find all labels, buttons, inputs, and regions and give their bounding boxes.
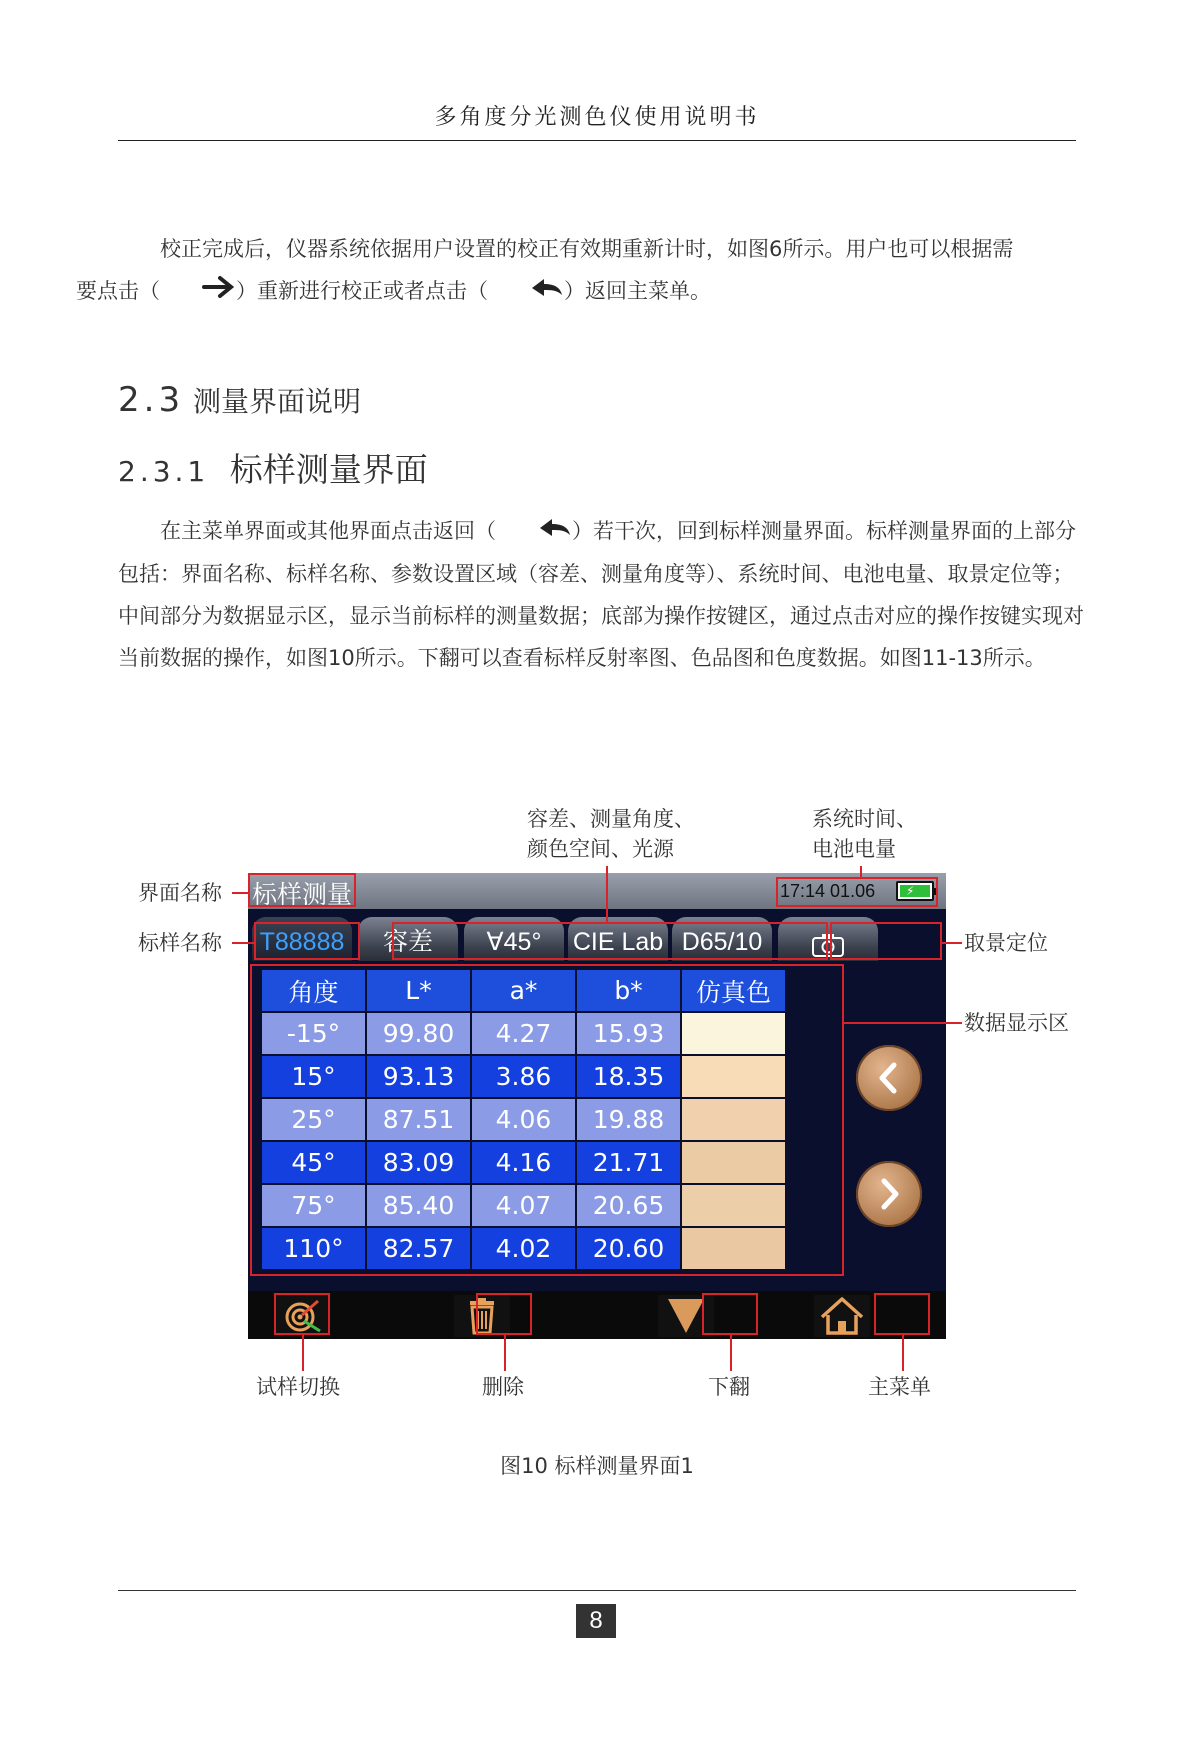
screen-title: 标样测量 xyxy=(252,880,353,909)
tab-angle[interactable]: ∀45° xyxy=(464,917,564,961)
leader-sample-name xyxy=(232,942,254,944)
cell-b: 20.65 xyxy=(576,1184,681,1227)
cell-l: 93.13 xyxy=(366,1055,471,1098)
highlight-data-area xyxy=(250,964,844,1276)
para2-part1: 在主菜单界面或其他界面点击返回（ xyxy=(160,519,496,543)
leader-page-down xyxy=(730,1335,732,1371)
main-menu-button[interactable] xyxy=(814,1295,870,1337)
highlight-viewfinder xyxy=(830,922,942,960)
highlight-systime xyxy=(776,877,938,907)
cell-l: 99.80 xyxy=(366,1012,471,1055)
cell-l: 85.40 xyxy=(366,1184,471,1227)
paragraph-calibration xyxy=(76,228,1088,313)
cell-angle: 45° xyxy=(261,1141,366,1184)
section-number: 2.3 xyxy=(118,380,185,420)
leader-viewfinder xyxy=(942,942,962,944)
leader-data-area xyxy=(844,1022,962,1024)
header-a: a* xyxy=(471,969,576,1012)
bottom-toolbar xyxy=(248,1291,946,1339)
header-angle: 角度 xyxy=(261,969,366,1012)
para1-line2-c: ）返回主菜单。 xyxy=(564,279,711,303)
leader-screen-name xyxy=(232,892,248,894)
leader-switch-sample xyxy=(302,1335,304,1371)
chevron-left-icon xyxy=(856,1045,922,1111)
battery-icon: ⚡ xyxy=(896,881,934,901)
cell-l: 82.57 xyxy=(366,1227,471,1270)
cell-b: 19.88 xyxy=(576,1098,681,1141)
leader-delete xyxy=(504,1335,506,1371)
tab-sample-name[interactable]: T88888 xyxy=(252,917,352,961)
cell-a: 3.86 xyxy=(471,1055,576,1098)
home-icon xyxy=(814,1295,870,1337)
header-b: b* xyxy=(576,969,681,1012)
back-arrow-icon xyxy=(496,511,572,553)
annotation-main-menu: 主菜单 xyxy=(868,1375,931,1399)
subsection-title: 标样测量界面 xyxy=(229,450,428,489)
tab-color-space[interactable]: CIE Lab xyxy=(568,917,668,961)
highlight-main-menu xyxy=(874,1293,930,1335)
header-rule xyxy=(118,140,1076,141)
cell-angle: 15° xyxy=(261,1055,366,1098)
para1-line1: 校正完成后，仪器系统依据用户设置的校正有效期重新计时，如图6所示。用户也可以根据需 xyxy=(160,237,1014,261)
annotation-delete: 删除 xyxy=(482,1375,524,1399)
leader-main-menu xyxy=(902,1335,904,1371)
cell-a: 4.27 xyxy=(471,1012,576,1055)
annotation-systime-line1: 系统时间、 xyxy=(812,807,917,831)
annotation-params-line1: 容差、测量角度、 xyxy=(527,807,695,831)
cell-b: 18.35 xyxy=(576,1055,681,1098)
highlight-page-down xyxy=(702,1293,758,1335)
header-simulated-color: 仿真色 xyxy=(681,969,786,1012)
highlight-params xyxy=(392,922,828,960)
highlight-sample-name xyxy=(254,922,360,960)
subsection-heading xyxy=(118,444,428,491)
cell-a: 4.07 xyxy=(471,1184,576,1227)
annotation-systime xyxy=(812,804,917,864)
leader-params xyxy=(606,866,608,922)
cell-angle: 110° xyxy=(261,1227,366,1270)
annotation-sample-name: 标样名称 xyxy=(138,931,222,955)
highlight-screen-name xyxy=(248,873,356,907)
annotation-screen-name: 界面名称 xyxy=(138,881,222,905)
annotation-systime-line2: 电池电量 xyxy=(812,837,896,861)
leader-systime xyxy=(860,866,862,877)
tab-illuminant[interactable]: D65/10 xyxy=(672,917,772,961)
header-l: L* xyxy=(366,969,471,1012)
cell-a: 4.16 xyxy=(471,1141,576,1184)
annotation-params-line2: 颜色空间、光源 xyxy=(527,837,674,861)
subsection-number: 2.3.1 xyxy=(118,455,210,488)
tab-tolerance[interactable]: 容差 xyxy=(358,917,458,961)
annotation-params xyxy=(527,804,695,864)
cell-l: 87.51 xyxy=(366,1098,471,1141)
cell-b: 15.93 xyxy=(576,1012,681,1055)
annotation-data-area: 数据显示区 xyxy=(964,1011,1069,1035)
back-arrow-icon xyxy=(488,271,564,313)
page-header: 多角度分光测色仪使用说明书 xyxy=(434,105,760,130)
para2-part2: ）若干次，回到标样测量界面。标样测量界面的上部分包括：界面名称、标样名称、参数设置区域（容差、测量角度等）、系统时间、电池电量、取景定位等；中间部分为数据显示区，显示当前标样的测量数据；底部为操作按键区，通过点击对应的操作按键实现对当前数据的操作，如图10所示。下翻可以查看标样反射率图、色品图和色度数据。如图11-13所示。 xyxy=(118,519,1084,670)
section-title: 测量界面说明 xyxy=(192,385,361,418)
cell-angle: -15° xyxy=(261,1012,366,1055)
cell-a: 4.06 xyxy=(471,1098,576,1141)
cell-l: 83.09 xyxy=(366,1141,471,1184)
footer-rule xyxy=(118,1590,1076,1591)
cell-b: 20.60 xyxy=(576,1227,681,1270)
page-number: 8 xyxy=(576,1604,616,1638)
para1-line2-b: ）重新进行校正或者点击（ xyxy=(236,279,488,303)
arrow-right-icon xyxy=(160,271,236,313)
cell-angle: 75° xyxy=(261,1184,366,1227)
highlight-switch-sample xyxy=(274,1293,330,1335)
chevron-right-icon xyxy=(856,1161,922,1227)
cell-a: 4.02 xyxy=(471,1227,576,1270)
annotation-page-down: 下翻 xyxy=(708,1375,750,1399)
figure-caption: 图10 标样测量界面1 xyxy=(500,1454,694,1478)
para1-line2-a: 要点击（ xyxy=(76,279,160,303)
prev-button[interactable] xyxy=(856,1045,922,1111)
next-button[interactable] xyxy=(856,1161,922,1227)
system-time: 17:14 01.06 xyxy=(780,881,876,901)
highlight-delete xyxy=(476,1293,532,1335)
paragraph-standard-measure xyxy=(118,510,1088,679)
annotation-switch-sample: 试样切换 xyxy=(256,1375,340,1399)
cell-angle: 25° xyxy=(261,1098,366,1141)
annotation-viewfinder: 取景定位 xyxy=(964,931,1048,955)
section-heading xyxy=(118,380,361,420)
cell-b: 21.71 xyxy=(576,1141,681,1184)
